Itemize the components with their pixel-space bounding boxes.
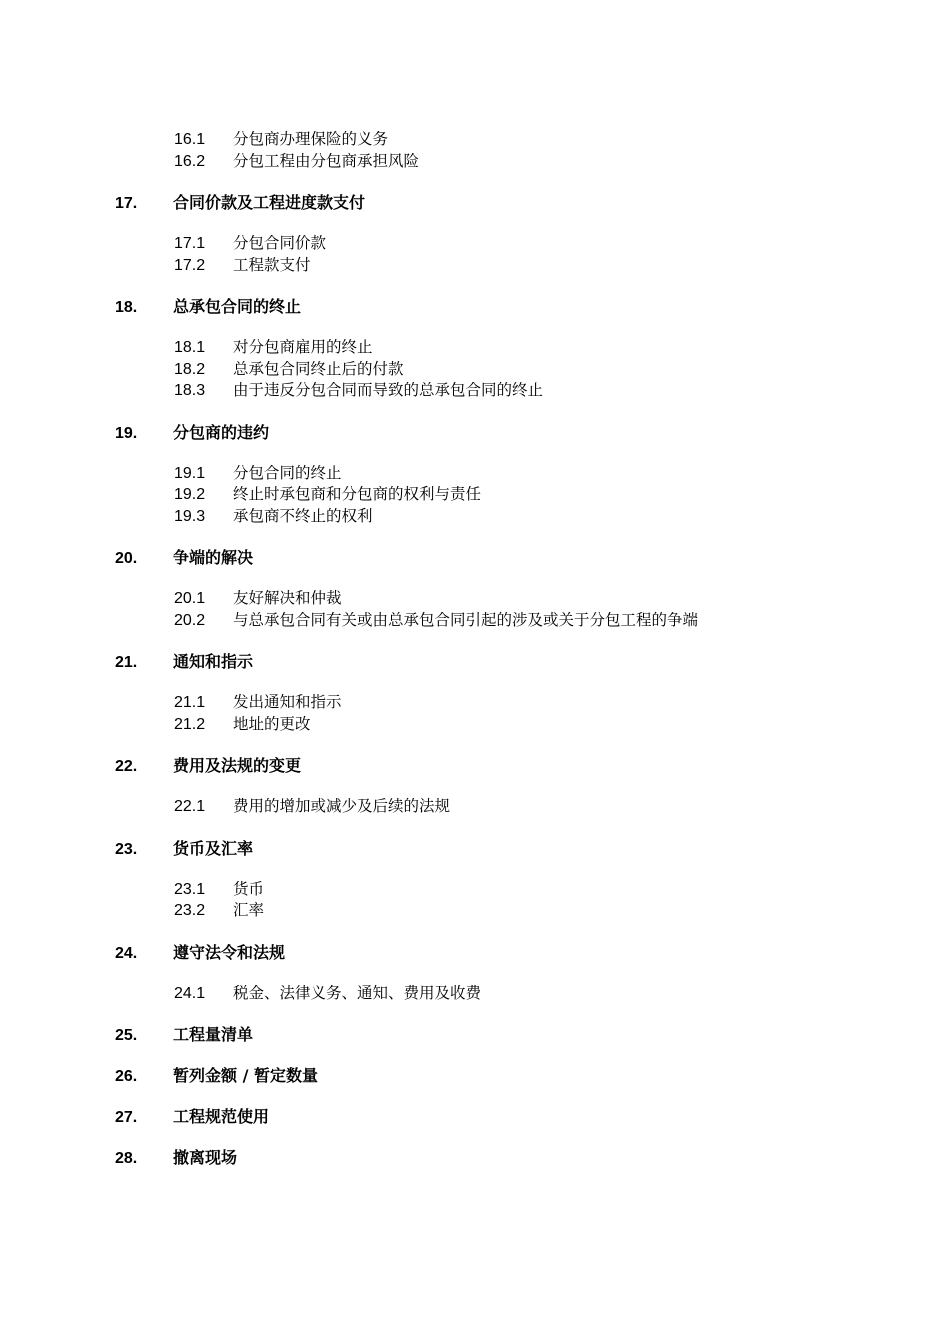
- section-number: 20.: [115, 550, 138, 567]
- toc-section: [0, 422, 950, 528]
- toc-section-heading: [0, 942, 950, 963]
- subsection-title: 分包商办理保险的义务: [233, 130, 389, 148]
- toc-section-heading: [0, 1106, 950, 1127]
- section-number: 26.: [115, 1068, 138, 1085]
- subsection-title: 友好解决和仲裁: [233, 589, 342, 607]
- toc-subsection-entry: [0, 129, 950, 151]
- toc-subsection-entry: [0, 610, 950, 632]
- section-number: 24.: [115, 944, 138, 962]
- subsection-number: 16.1: [174, 131, 206, 148]
- subsection-number: 21.1: [174, 694, 206, 711]
- toc-section-heading: [0, 1024, 950, 1045]
- subsection-number: 24.1: [174, 984, 206, 1002]
- subsection-title: 承包商不终止的权利: [233, 506, 373, 525]
- section-title: 总承包合同的终止: [173, 297, 302, 316]
- subsection-title: 由于违反分包合同而导致的总承包合同的终止: [233, 381, 544, 399]
- subsection-title: 总承包合同终止后的付款: [233, 359, 404, 378]
- toc-section: [0, 1106, 950, 1127]
- toc-section: [0, 296, 950, 402]
- section-title: 暂列金额 / 暂定数量: [173, 1066, 318, 1085]
- subsection-title: 费用的增加或减少及后续的法规: [233, 797, 451, 815]
- toc-section-heading: [0, 296, 950, 317]
- toc-section: [0, 942, 950, 1005]
- toc-subsection-entry: [0, 588, 950, 610]
- subsection-title: 货币: [233, 879, 265, 898]
- toc-section-heading: [0, 1147, 950, 1168]
- section-title: 争端的解决: [173, 548, 254, 567]
- toc-subsection-entry: [0, 879, 950, 901]
- section-number: 25.: [115, 1027, 138, 1044]
- toc-section-heading: [0, 422, 950, 443]
- subsection-number: 20.1: [174, 590, 206, 607]
- subsection-title: 地址的更改: [233, 714, 311, 733]
- toc-subsection-entry: [0, 484, 950, 506]
- toc-subsection-entry: [0, 692, 950, 714]
- toc-section: [0, 1024, 950, 1045]
- section-number: 28.: [115, 1150, 138, 1167]
- subsection-title: 分包工程由分包商承担风险: [233, 151, 420, 170]
- subsection-number: 16.2: [174, 152, 206, 170]
- subsection-list: [0, 879, 950, 922]
- toc-section: [0, 755, 950, 818]
- toc-subsection-entry: [0, 796, 950, 818]
- lead-subsection-list: [0, 129, 950, 172]
- subsection-number: 21.2: [174, 715, 206, 733]
- toc-section: [0, 838, 950, 922]
- subsection-number: 18.1: [174, 339, 206, 356]
- section-title: 工程量清单: [173, 1025, 254, 1044]
- toc-section-heading: [0, 755, 950, 776]
- subsection-number: 22.1: [174, 798, 206, 815]
- toc-section: [0, 1065, 950, 1086]
- section-number: 18.: [115, 299, 138, 316]
- section-number: 19.: [115, 424, 138, 442]
- subsection-title: 工程款支付: [233, 255, 311, 274]
- toc-subsection-entry: [0, 983, 950, 1005]
- subsection-number: 17.1: [174, 235, 206, 252]
- subsection-title: 发出通知和指示: [233, 693, 342, 711]
- toc-subsection-entry: [0, 506, 950, 528]
- subsection-list: [0, 588, 950, 631]
- subsection-number: 19.3: [174, 507, 206, 525]
- subsection-list: [0, 796, 950, 818]
- toc-subsection-entry: [0, 900, 950, 922]
- section-title: 遵守法令和法规: [173, 942, 286, 962]
- subsection-title: 税金、法律义务、通知、费用及收费: [233, 983, 482, 1002]
- subsection-title: 汇率: [233, 901, 265, 919]
- toc-section-heading: [0, 651, 950, 672]
- toc-subsection-entry: [0, 463, 950, 485]
- subsection-list: [0, 337, 950, 402]
- subsection-title: 对分包商雇用的终止: [233, 338, 373, 356]
- subsection-title: 分包合同的终止: [233, 463, 342, 482]
- toc-subsection-entry: [0, 151, 950, 173]
- subsection-title: 与总承包合同有关或由总承包合同引起的涉及或关于分包工程的争端: [233, 610, 699, 629]
- section-title: 合同价款及工程进度款支付: [173, 193, 366, 212]
- toc-section: [0, 547, 950, 631]
- toc-subsection-entry: [0, 714, 950, 736]
- subsection-number: 19.1: [174, 464, 206, 482]
- toc-section: [0, 192, 950, 276]
- section-title: 分包商的违约: [173, 422, 270, 442]
- section-title: 费用及法规的变更: [173, 756, 302, 775]
- subsection-number: 23.1: [174, 880, 206, 898]
- section-number: 21.: [115, 654, 138, 671]
- subsection-number: 23.2: [174, 902, 206, 919]
- subsection-number: 18.3: [174, 382, 206, 399]
- subsection-number: 19.2: [174, 486, 206, 503]
- subsection-title: 终止时承包商和分包商的权利与责任: [233, 485, 482, 503]
- toc-section-heading: [0, 192, 950, 213]
- subsection-number: 17.2: [174, 256, 206, 274]
- toc-section-heading: [0, 547, 950, 568]
- section-title: 货币及汇率: [173, 838, 254, 858]
- section-number: 27.: [115, 1109, 138, 1126]
- toc-subsection-entry: [0, 380, 950, 402]
- subsection-list: [0, 983, 950, 1005]
- section-title: 工程规范使用: [173, 1107, 270, 1126]
- section-number: 23.: [115, 840, 138, 858]
- subsection-title: 分包合同价款: [233, 234, 327, 252]
- section-number: 17.: [115, 195, 138, 212]
- toc-section: [0, 651, 950, 735]
- toc-subsection-entry: [0, 255, 950, 277]
- toc-subsection-entry: [0, 359, 950, 381]
- subsection-list: [0, 692, 950, 735]
- subsection-list: [0, 233, 950, 276]
- subsection-number: 20.2: [174, 611, 206, 629]
- toc-subsection-entry: [0, 337, 950, 359]
- section-title: 通知和指示: [173, 652, 254, 671]
- section-number: 22.: [115, 758, 138, 775]
- subsection-number: 18.2: [174, 360, 206, 378]
- toc-sections: [0, 192, 950, 1168]
- subsection-list: [0, 463, 950, 528]
- toc-section-heading: [0, 1065, 950, 1086]
- section-title: 撤离现场: [173, 1148, 238, 1167]
- toc-section: [0, 1147, 950, 1168]
- toc-subsection-entry: [0, 233, 950, 255]
- toc-section-heading: [0, 838, 950, 859]
